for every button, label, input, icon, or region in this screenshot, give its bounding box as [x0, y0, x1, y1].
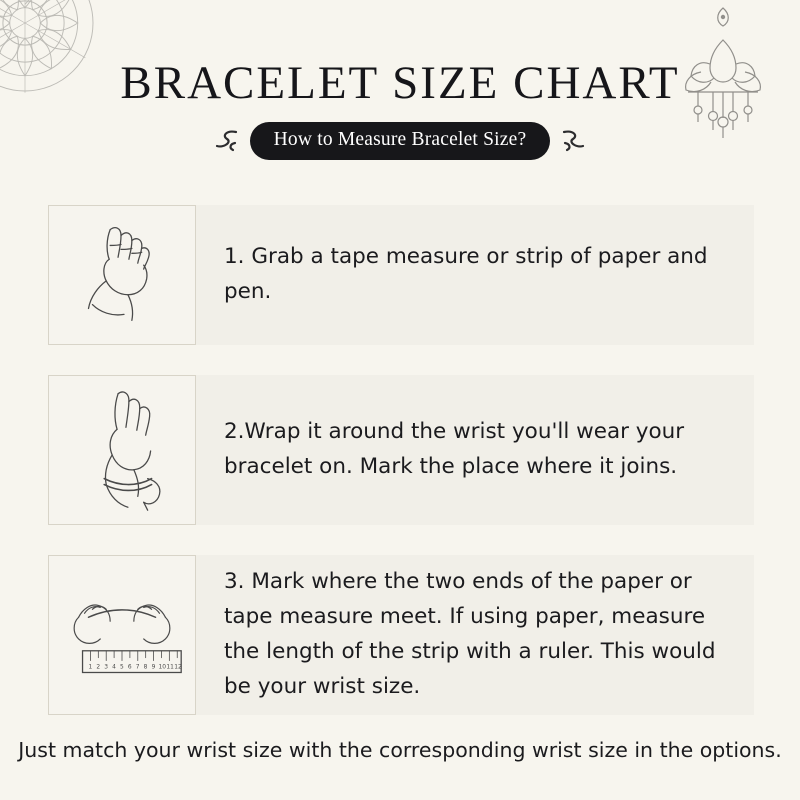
- page-title: BRACELET SIZE CHART: [120, 57, 680, 109]
- svg-text:8: 8: [143, 664, 148, 671]
- list-item: [48, 205, 754, 345]
- svg-text:4: 4: [112, 664, 116, 671]
- step-text: [196, 205, 754, 345]
- svg-text:9: 9: [151, 664, 156, 671]
- svg-text:5: 5: [120, 664, 124, 671]
- list-item: [48, 375, 754, 525]
- subtitle-row: [0, 122, 800, 160]
- svg-text:7: 7: [135, 664, 140, 671]
- svg-text:11: 11: [166, 664, 174, 671]
- svg-text:2: 2: [96, 664, 101, 671]
- step-1-text: 1. Grab a tape measure or strip of paper and pen.: [224, 244, 708, 304]
- step-text: [196, 375, 754, 525]
- scroll-flourish-left-icon: [214, 127, 240, 155]
- scroll-flourish-right-icon: [560, 127, 586, 155]
- step-3-text: 3. Mark where the two ends of the paper or tape measure meet. If using paper, measure the length of the strip with a ruler. This would be your wrist size.: [224, 569, 716, 699]
- svg-text:3: 3: [104, 664, 109, 671]
- svg-text:6: 6: [127, 664, 132, 671]
- svg-text:1: 1: [88, 664, 93, 671]
- step-2-text: 2.Wrap it around the wrist you'll wear your bracelet on. Mark the place where it joins.: [224, 419, 685, 479]
- list-item: [48, 555, 754, 715]
- hands-measuring-strip-with-ruler-illustration: [48, 555, 196, 715]
- hand-with-tape-measure-illustration: [48, 205, 196, 345]
- svg-text:10: 10: [158, 664, 167, 671]
- steps-list: [48, 205, 754, 745]
- wrist-wrapped-with-strip-illustration: [48, 375, 196, 525]
- step-text: [196, 555, 754, 715]
- subtitle-badge: How to Measure Bracelet Size?: [250, 122, 551, 160]
- svg-text:12: 12: [174, 664, 182, 671]
- footer-note: Just match your wrist size with the corresponding wrist size in the options.: [18, 738, 782, 762]
